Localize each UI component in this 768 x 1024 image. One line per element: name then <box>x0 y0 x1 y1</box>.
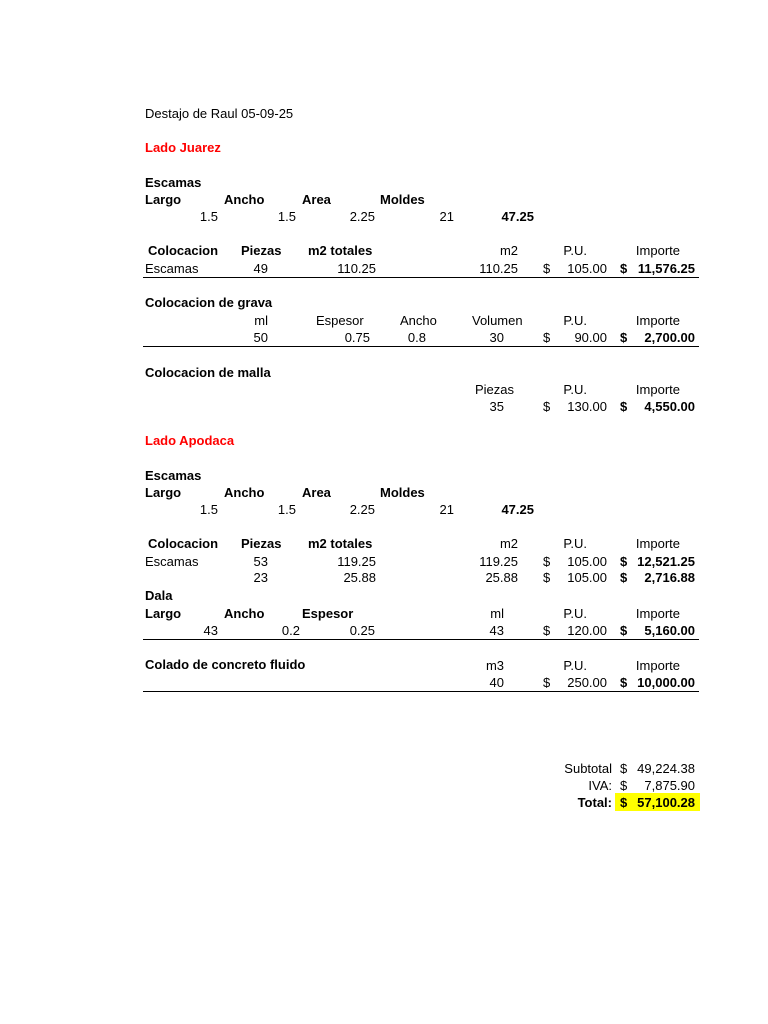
header-pu: P.U. <box>563 313 587 328</box>
iva-label: IVA: <box>588 778 612 793</box>
header-importe: Importe <box>635 382 680 397</box>
row-currency-importe: $ <box>620 261 628 276</box>
header-largo: Largo <box>145 192 182 207</box>
divider <box>143 691 699 692</box>
row-currency-importe: $ <box>620 570 628 585</box>
row-importe: 11,576.25 <box>637 261 695 276</box>
escamas-moldes: 21 <box>439 502 454 517</box>
header-colocacion: Colocacion <box>148 536 219 551</box>
header-m2-totales: m2 totales <box>308 243 373 258</box>
row-m2: 25.88 <box>485 570 518 585</box>
header-m2-totales: m2 totales <box>308 536 373 551</box>
row-m2-totales: 110.25 <box>337 261 376 276</box>
header-pu: P.U. <box>563 536 587 551</box>
header-ancho: Ancho <box>400 313 437 328</box>
dala-ancho: 0.2 <box>281 623 300 638</box>
header-pu: P.U. <box>563 658 587 673</box>
colado-pu: 250.00 <box>567 675 607 690</box>
colado-currency-pu: $ <box>543 675 551 690</box>
header-largo: Largo <box>145 606 182 621</box>
header-ancho: Ancho <box>224 606 265 621</box>
escamas-ancho: 1.5 <box>277 502 296 517</box>
malla-piezas: 35 <box>489 399 504 414</box>
grava-volumen: 30 <box>489 330 504 345</box>
row-importe: 2,716.88 <box>644 570 695 585</box>
row-currency-pu: $ <box>543 261 551 276</box>
header-pu: P.U. <box>563 606 587 621</box>
grava-ml: 50 <box>253 330 268 345</box>
header-area: Area <box>302 192 331 207</box>
header-importe: Importe <box>635 658 680 673</box>
header-piezas: Piezas <box>474 382 514 397</box>
escamas-largo: 1.5 <box>199 209 218 224</box>
row-m2: 119.25 <box>479 554 518 569</box>
header-piezas: Piezas <box>241 243 282 258</box>
row-m2-totales: 119.25 <box>337 554 376 569</box>
divider <box>143 346 699 347</box>
row-currency-pu: $ <box>543 554 551 569</box>
dala-pu: 120.00 <box>567 623 607 638</box>
dala-currency-importe: $ <box>620 623 628 638</box>
row-pu: 105.00 <box>567 570 607 585</box>
escamas-ancho: 1.5 <box>277 209 296 224</box>
grava-ancho: 0.8 <box>407 330 426 345</box>
escamas-label: Escamas <box>145 175 202 190</box>
header-pu: P.U. <box>563 243 587 258</box>
subtotal-label: Subtotal <box>564 761 612 776</box>
header-espesor: Espesor <box>316 313 364 328</box>
subtotal-value: 49,224.38 <box>637 761 695 776</box>
header-ancho: Ancho <box>224 192 265 207</box>
header-m2: m2 <box>499 243 518 258</box>
header-importe: Importe <box>635 536 680 551</box>
escamas-largo: 1.5 <box>199 502 218 517</box>
colado-currency-importe: $ <box>620 675 628 690</box>
row-name: Escamas <box>145 261 199 276</box>
total-currency: $ <box>620 795 628 810</box>
section-heading-juarez: Lado Juarez <box>145 140 221 155</box>
header-ancho: Ancho <box>224 485 265 500</box>
grava-currency-pu: $ <box>543 330 551 345</box>
header-largo: Largo <box>145 485 182 500</box>
header-espesor: Espesor <box>302 606 354 621</box>
grava-importe: 2,700.00 <box>644 330 695 345</box>
header-importe: Importe <box>635 243 680 258</box>
document-title: Destajo de Raul 05-09-25 <box>145 106 294 121</box>
dala-largo: 43 <box>203 623 218 638</box>
iva-currency: $ <box>620 778 628 793</box>
dala-ml: 43 <box>489 623 504 638</box>
dala-espesor: 0.25 <box>349 623 375 638</box>
total-value: 57,100.28 <box>637 795 695 810</box>
dala-importe: 5,160.00 <box>644 623 695 638</box>
escamas-total: 47.25 <box>501 209 534 224</box>
escamas-total: 47.25 <box>501 502 534 517</box>
header-m3: m3 <box>485 658 504 673</box>
escamas-area: 2.25 <box>349 209 375 224</box>
divider <box>143 639 699 640</box>
grava-pu: 90.00 <box>574 330 607 345</box>
row-m2-totales: 25.88 <box>343 570 376 585</box>
colado-m3: 40 <box>489 675 504 690</box>
malla-heading: Colocacion de malla <box>145 365 271 380</box>
row-piezas: 49 <box>253 261 268 276</box>
row-pu: 105.00 <box>567 261 607 276</box>
malla-pu: 130.00 <box>567 399 607 414</box>
subtotal-currency: $ <box>620 761 628 776</box>
header-importe: Importe <box>635 313 680 328</box>
malla-currency-pu: $ <box>543 399 551 414</box>
header-piezas: Piezas <box>241 536 282 551</box>
header-m2: m2 <box>499 536 518 551</box>
row-currency-pu: $ <box>543 570 551 585</box>
total-label: Total: <box>577 795 612 810</box>
grava-currency-importe: $ <box>620 330 628 345</box>
row-pu: 105.00 <box>567 554 607 569</box>
grava-espesor: 0.75 <box>344 330 370 345</box>
row-m2: 110.25 <box>479 261 518 276</box>
escamas-area: 2.25 <box>349 502 375 517</box>
row-importe: 12,521.25 <box>637 554 695 569</box>
header-ml: ml <box>254 313 268 328</box>
header-importe: Importe <box>635 606 680 621</box>
row-piezas: 23 <box>253 570 268 585</box>
header-moldes: Moldes <box>380 485 425 500</box>
header-colocacion: Colocacion <box>148 243 219 258</box>
row-currency-importe: $ <box>620 554 628 569</box>
colado-importe: 10,000.00 <box>637 675 695 690</box>
escamas-label: Escamas <box>145 468 202 483</box>
grava-heading: Colocacion de grava <box>145 295 273 310</box>
colado-heading: Colado de concreto fluido <box>145 657 306 672</box>
iva-value: 7,875.90 <box>644 778 695 793</box>
malla-currency-importe: $ <box>620 399 628 414</box>
header-volumen: Volumen <box>472 313 523 328</box>
row-name: Escamas <box>145 554 199 569</box>
header-moldes: Moldes <box>380 192 425 207</box>
divider <box>143 277 699 278</box>
header-ml: ml <box>490 606 504 621</box>
malla-importe: 4,550.00 <box>644 399 695 414</box>
row-piezas: 53 <box>253 554 268 569</box>
header-area: Area <box>302 485 331 500</box>
header-pu: P.U. <box>563 382 587 397</box>
dala-heading: Dala <box>145 588 173 603</box>
section-heading-apodaca: Lado Apodaca <box>145 433 235 448</box>
dala-currency-pu: $ <box>543 623 551 638</box>
escamas-moldes: 21 <box>439 209 454 224</box>
